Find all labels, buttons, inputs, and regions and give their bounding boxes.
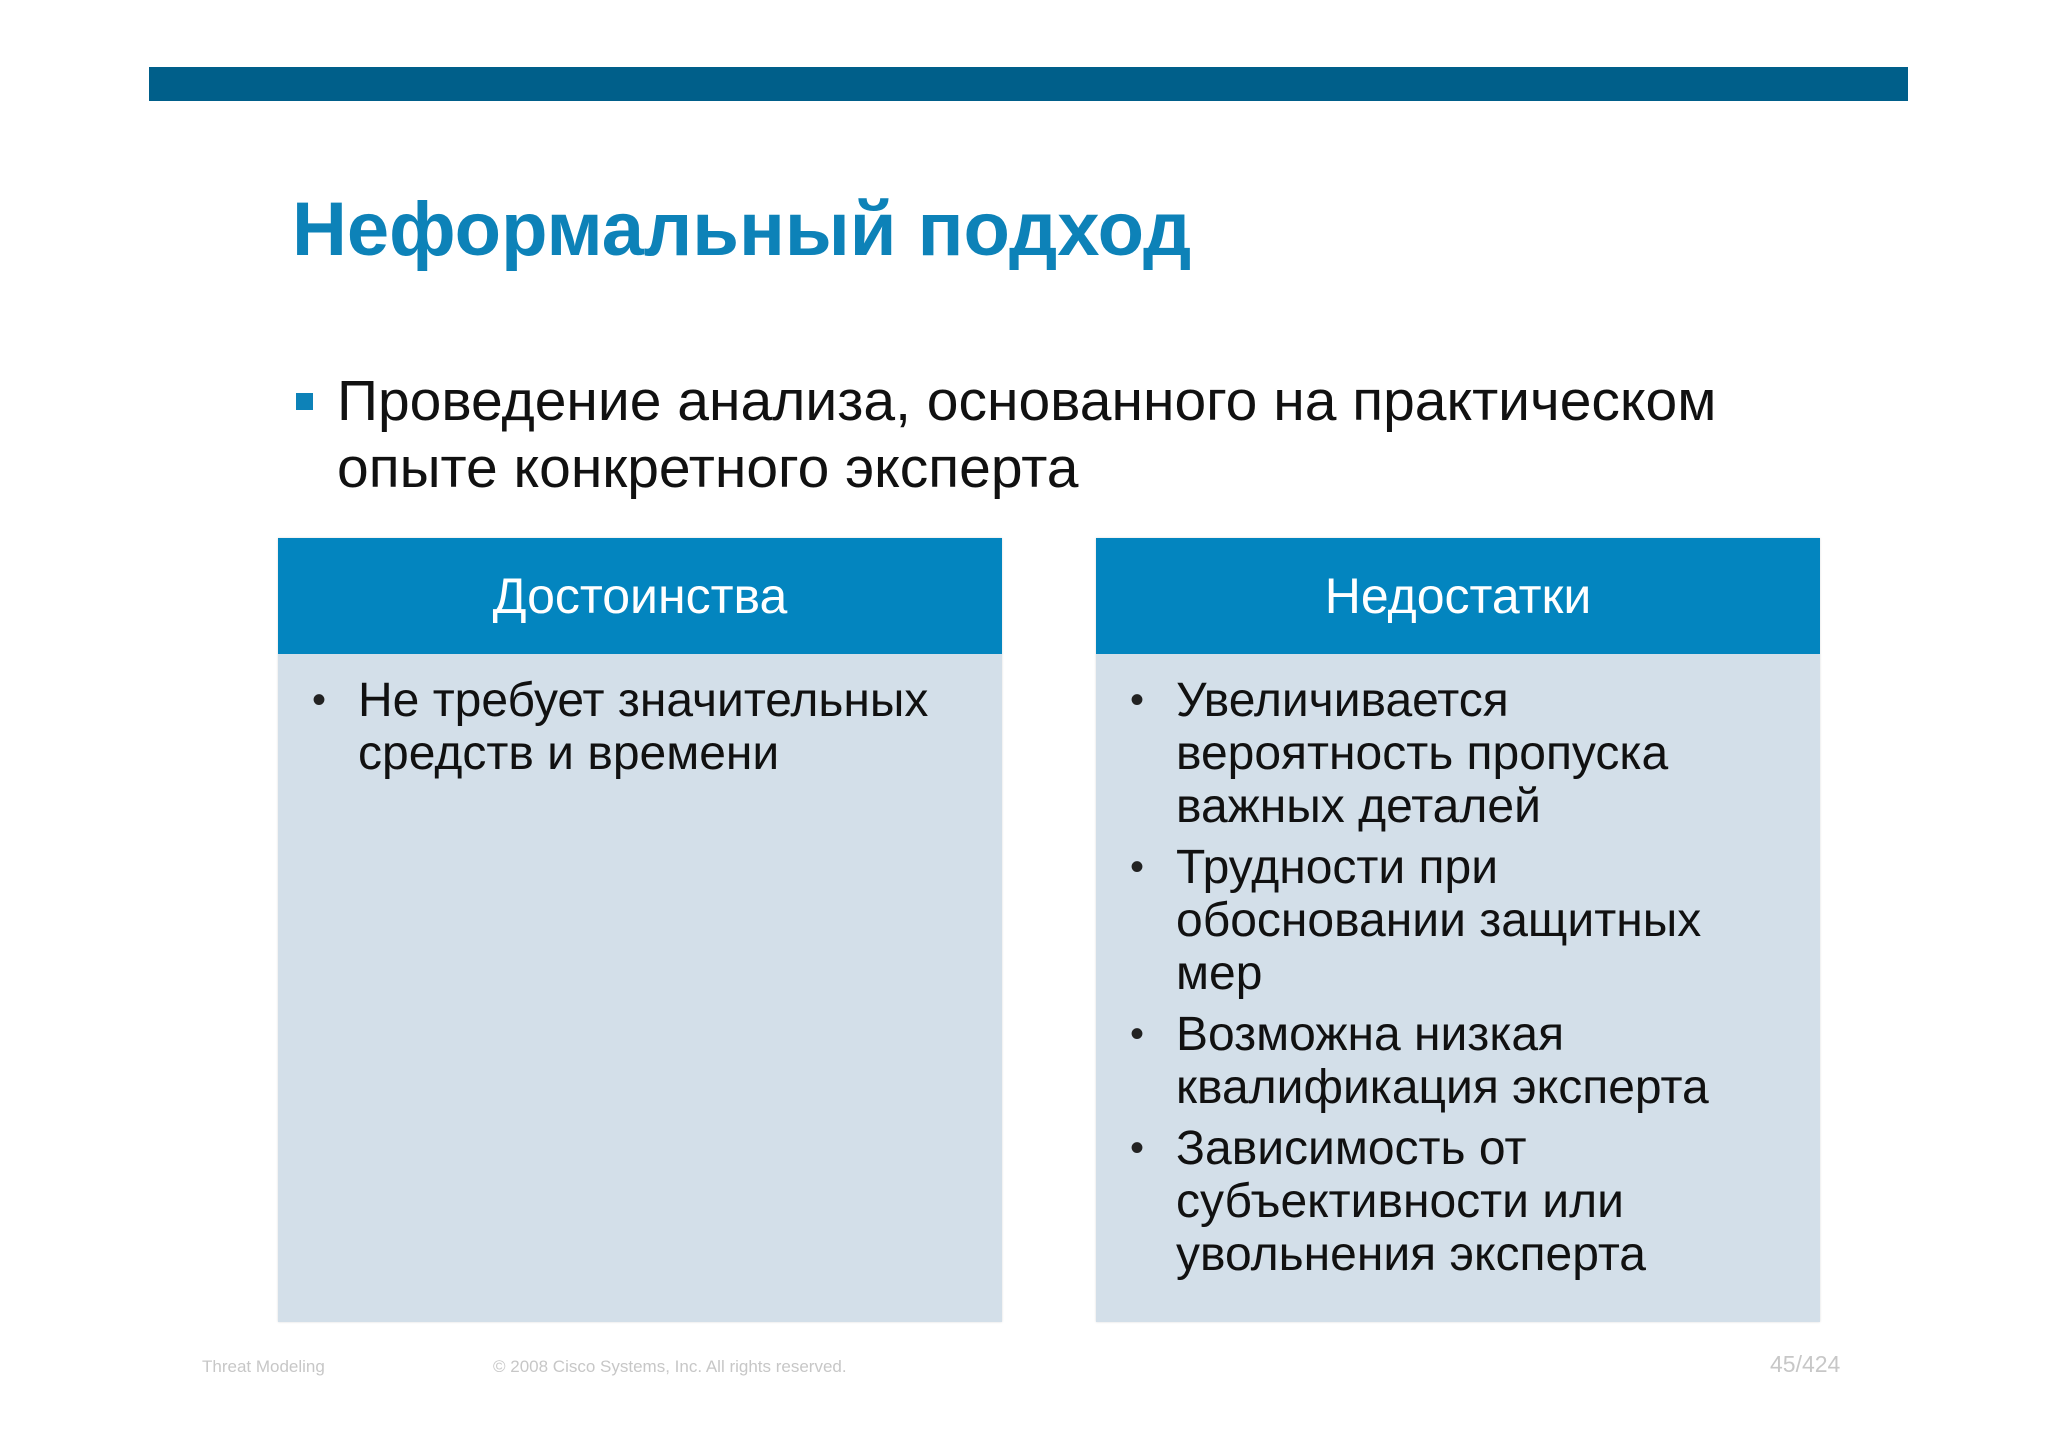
intro-text: Проведение анализа, основанного на практическом опыте конкретного эксперта xyxy=(337,369,1717,500)
slide-title: Неформальный подход xyxy=(292,187,1192,272)
cons-list xyxy=(1096,654,1820,1281)
cons-header: Недостатки xyxy=(1096,538,1820,654)
list-item: • Увеличивается вероятность пропуска важных деталей xyxy=(1130,674,1790,833)
top-accent-bar xyxy=(149,67,1908,101)
footer-copyright: © 2008 Cisco Systems, Inc. All rights reserved. xyxy=(493,1357,847,1376)
pros-panel xyxy=(278,538,1002,1322)
footer-course-name: Threat Modeling xyxy=(202,1357,325,1376)
cons-panel xyxy=(1096,538,1820,1322)
pros-header: Достоинства xyxy=(278,538,1002,654)
list-item: • Зависимость от субъективности или увольнения эксперта xyxy=(1130,1122,1790,1281)
page-number: 45/424 xyxy=(1770,1351,1841,1377)
list-item: • Трудности при обосновании защитных мер xyxy=(1130,841,1790,1000)
list-item: • Не требует значительных средств и времени xyxy=(312,674,972,780)
square-bullet-icon xyxy=(296,393,313,410)
pros-list xyxy=(278,654,1002,780)
list-item: • Возможна низкая квалификация эксперта xyxy=(1130,1008,1790,1114)
